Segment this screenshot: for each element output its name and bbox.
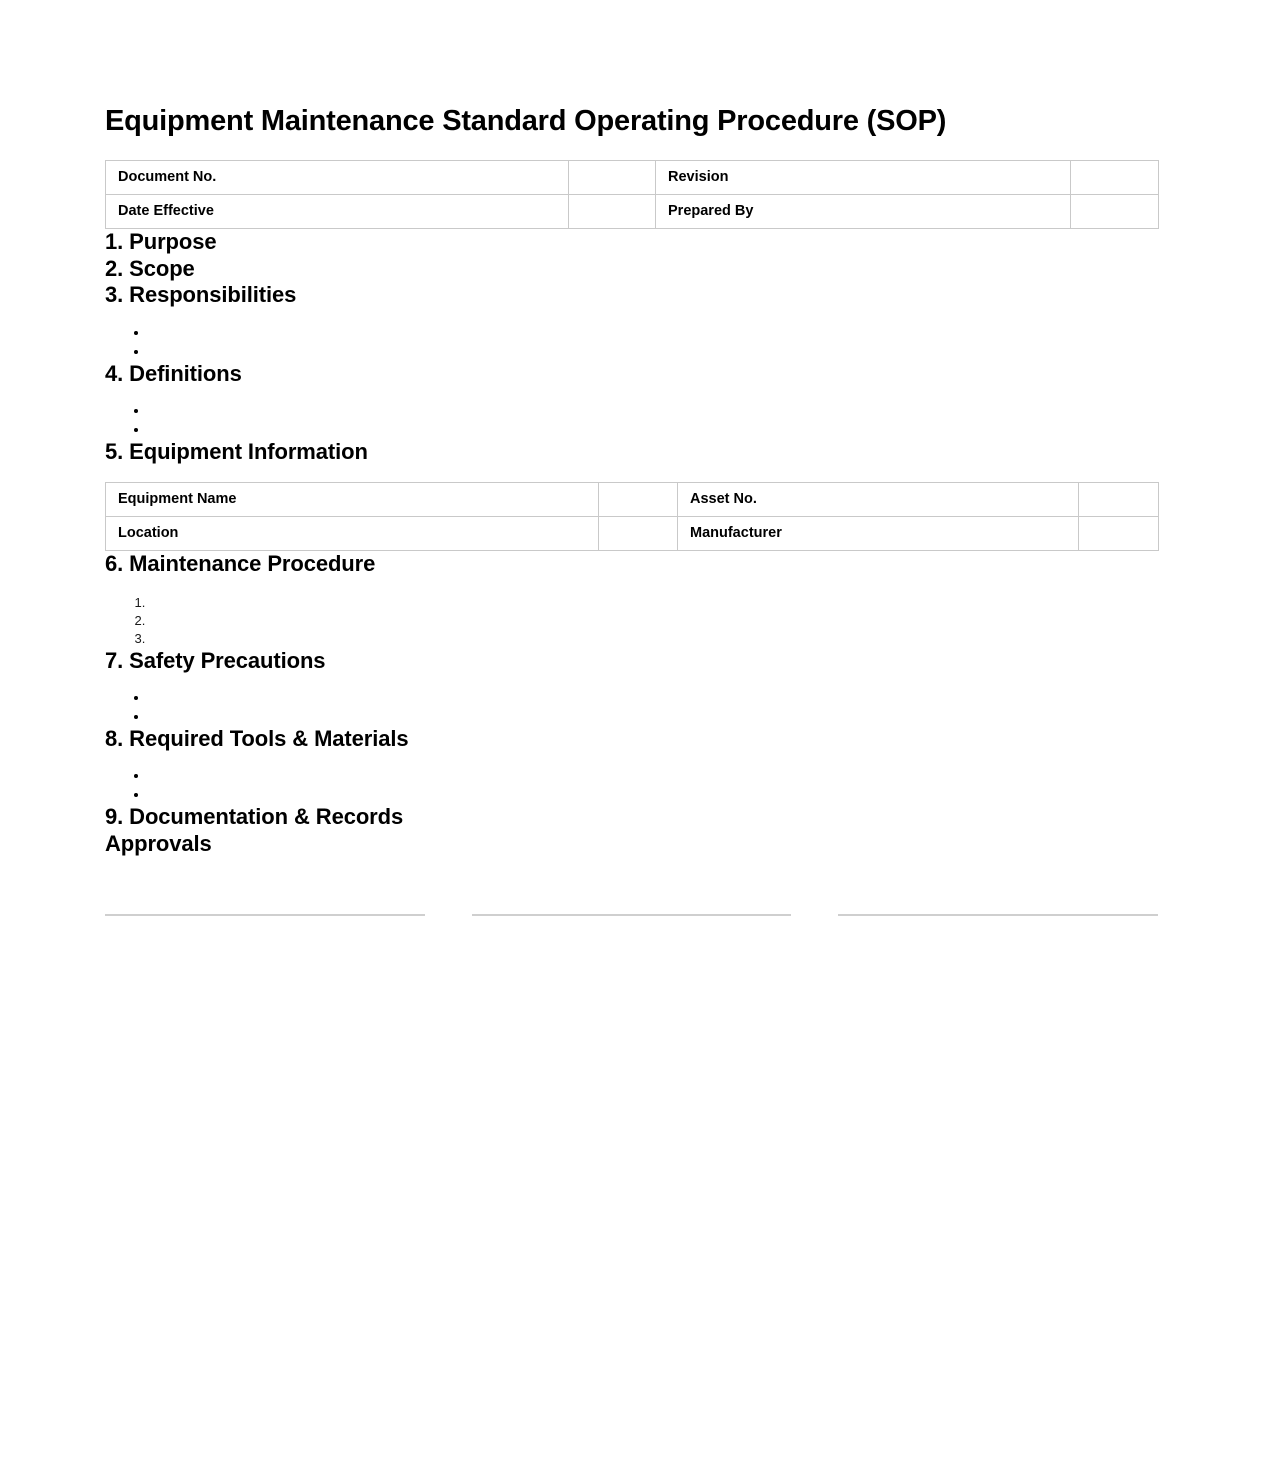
signature-line-2[interactable] bbox=[472, 914, 792, 916]
list-item[interactable] bbox=[149, 785, 1158, 804]
signature-line-3[interactable] bbox=[838, 914, 1158, 916]
field-value-equipment-name[interactable] bbox=[599, 483, 678, 517]
list-item[interactable] bbox=[149, 323, 1158, 342]
section-heading-definitions: 4. Definitions bbox=[105, 360, 242, 386]
responsibilities-list bbox=[105, 323, 1158, 361]
field-label-document-no: Document No. bbox=[106, 161, 569, 195]
section-heading-documentation-records: 9. Documentation & Records bbox=[105, 804, 404, 830]
field-label-asset-no: Asset No. bbox=[678, 483, 1079, 517]
section-heading-maintenance-procedure: 6. Maintenance Procedure bbox=[105, 551, 376, 577]
definitions-list bbox=[105, 401, 1158, 439]
field-value-asset-no[interactable] bbox=[1079, 483, 1159, 517]
list-item[interactable] bbox=[149, 612, 1158, 630]
equipment-information-table bbox=[105, 482, 1159, 551]
field-value-prepared-by[interactable] bbox=[1071, 195, 1159, 229]
list-item[interactable] bbox=[149, 594, 1158, 612]
table-row bbox=[106, 517, 1159, 551]
safety-precautions-list bbox=[105, 688, 1158, 726]
section-heading-scope: 2. Scope bbox=[105, 255, 195, 281]
list-item[interactable] bbox=[149, 342, 1158, 361]
list-item[interactable] bbox=[149, 707, 1158, 726]
signature-line-1[interactable] bbox=[105, 914, 425, 916]
field-label-date-effective: Date Effective bbox=[106, 195, 569, 229]
required-tools-materials-list bbox=[105, 766, 1158, 804]
table-row bbox=[106, 195, 1159, 229]
field-value-location[interactable] bbox=[599, 517, 678, 551]
section-heading-responsibilities: 3. Responsibilities bbox=[105, 282, 297, 308]
table-row bbox=[106, 483, 1159, 517]
section-heading-purpose: 1. Purpose bbox=[105, 229, 217, 255]
page-title: Equipment Maintenance Standard Operating Procedure (SOP) bbox=[105, 105, 947, 137]
document-header-table bbox=[105, 160, 1159, 229]
list-item[interactable] bbox=[149, 630, 1158, 648]
section-heading-required-tools-materials: 8. Required Tools & Materials bbox=[105, 726, 409, 752]
field-label-equipment-name: Equipment Name bbox=[106, 483, 599, 517]
section-heading-approvals: Approvals bbox=[105, 830, 212, 856]
section-heading-equipment-information: 5. Equipment Information bbox=[105, 438, 368, 464]
field-label-manufacturer: Manufacturer bbox=[678, 517, 1079, 551]
field-value-document-no[interactable] bbox=[569, 161, 656, 195]
table-row bbox=[106, 161, 1159, 195]
field-label-revision: Revision bbox=[656, 161, 1071, 195]
field-label-location: Location bbox=[106, 517, 599, 551]
maintenance-procedure-list bbox=[105, 594, 1158, 648]
approvals-signature-row bbox=[105, 914, 1158, 916]
list-item[interactable] bbox=[149, 420, 1158, 439]
section-heading-safety-precautions: 7. Safety Precautions bbox=[105, 647, 326, 673]
field-label-prepared-by: Prepared By bbox=[656, 195, 1071, 229]
field-value-date-effective[interactable] bbox=[569, 195, 656, 229]
list-item[interactable] bbox=[149, 688, 1158, 707]
field-value-revision[interactable] bbox=[1071, 161, 1159, 195]
field-value-manufacturer[interactable] bbox=[1079, 517, 1159, 551]
list-item[interactable] bbox=[149, 766, 1158, 785]
list-item[interactable] bbox=[149, 401, 1158, 420]
